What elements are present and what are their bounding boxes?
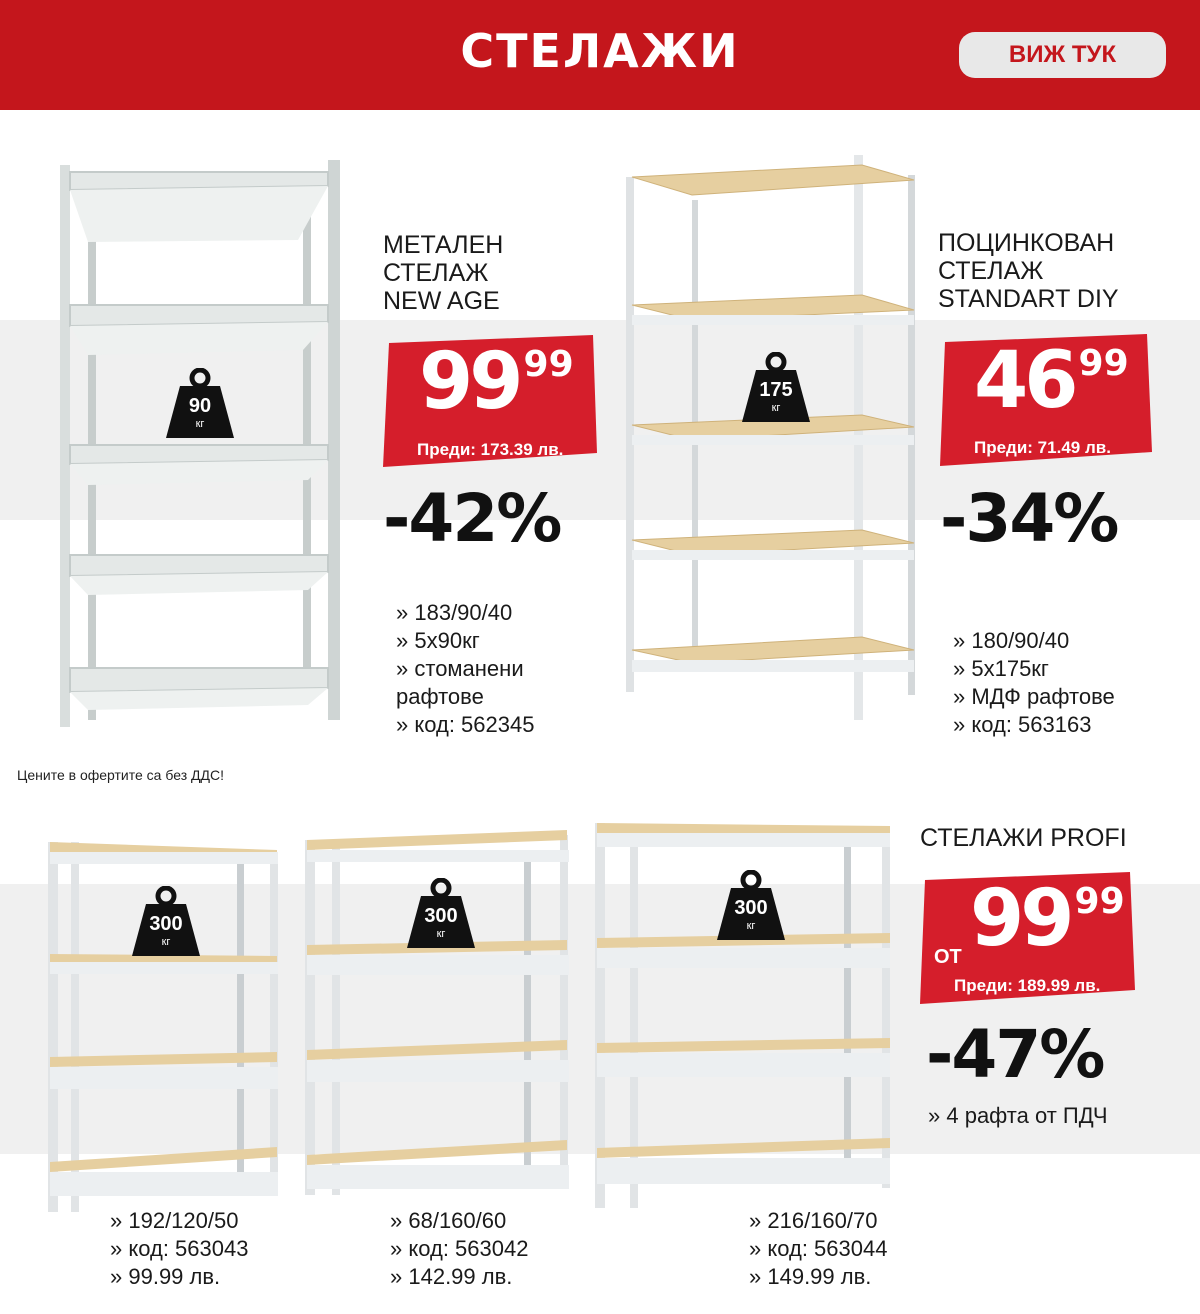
product-title-standart-diy: ПОЦИНКОВАН СТЕЛАЖ STANDART DIY [938,229,1119,313]
weight-icon [164,368,236,440]
discount-badge: -42% [383,480,561,557]
weight-value: 300 [424,905,458,927]
price-value: 46 99 [974,336,1129,426]
price-before: Преди: 189.99 лв. [954,976,1101,995]
weight-unit: кг [161,936,171,948]
weight-icon [405,878,477,950]
discount-badge: -47% [926,1016,1104,1093]
price-tag-standart-diy [940,334,1152,466]
product-image-new-age[interactable] [58,160,343,730]
weight-icon [715,870,787,942]
product-title-profi: СТЕЛАЖИ PROFI [920,824,1127,852]
discount-badge: -34% [940,480,1118,557]
weight-icon [740,352,812,424]
variant-specs-563044: » 216/160/70 » код: 563044 » 149.99 лв. [749,1207,887,1291]
product-specs-new-age: » 183/90/40 » 5x90кг » стоманени рафтове » код: 562345 [396,599,534,739]
weight-value: 300 [149,913,183,935]
product-title-new-age: МЕТАЛЕН СТЕЛАЖ NEW AGE [383,231,504,315]
weight-unit: кг [195,418,205,430]
weight-value: 300 [734,897,768,919]
weight-value: 90 [188,395,212,417]
price-before: Преди: 71.49 лв. [974,438,1111,457]
price-prefix: ОТ [934,946,962,968]
variant-specs-563042: » 68/160/60 » код: 563042 » 142.99 лв. [390,1207,528,1291]
weight-icon [130,886,202,958]
product-specs-profi: » 4 рафта от ПДЧ [928,1102,1108,1130]
price-tag-profi [920,872,1135,1004]
variant-specs-563043: » 192/120/50 » код: 563043 » 99.99 лв. [110,1207,248,1291]
price-value: 99 99 [419,337,574,427]
weight-unit: кг [771,402,781,414]
weight-unit: кг [746,920,756,932]
see-here-button[interactable]: ВИЖ ТУК [959,32,1166,78]
price-value: 99 99 [970,874,1125,964]
product-image-standart-diy[interactable] [622,155,918,720]
vat-note: Цените в офертите са без ДДС! [17,767,224,783]
page-title: СТЕЛАЖИ [460,24,740,78]
price-before: Преди: 173.39 лв. [417,440,564,459]
product-specs-standart-diy: » 180/90/40 » 5x175кг » МДФ рафтове » код: 563163 [953,627,1115,739]
header-bar [0,0,1200,110]
price-tag-new-age [383,335,598,467]
weight-value: 175 [759,379,793,401]
weight-unit: кг [436,928,446,940]
